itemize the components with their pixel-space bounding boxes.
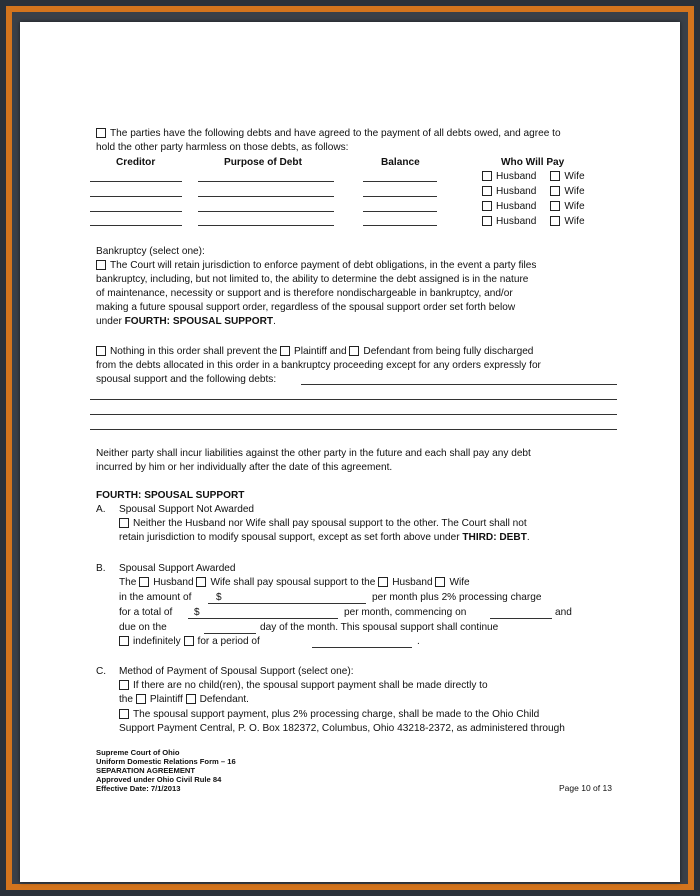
following-debts-field-2[interactable]	[90, 399, 617, 400]
husband-checkbox-2[interactable]	[482, 186, 492, 196]
purpose-field-2[interactable]	[198, 196, 334, 197]
direct-plaintiff-checkbox[interactable]	[136, 694, 146, 704]
column-creditor: Creditor	[116, 157, 156, 168]
direct-defendant-checkbox[interactable]	[186, 694, 196, 704]
liabilities-line1: Neither party shall incur liabilities against the other party in the future and each shall pay any debt	[96, 448, 531, 459]
following-debts-field-4[interactable]	[90, 429, 617, 430]
balance-field-3[interactable]	[363, 211, 437, 212]
liabilities-line2: incurred by him or her individually after the date of this agreement.	[96, 462, 393, 473]
husband-checkbox-1[interactable]	[482, 171, 492, 181]
husband-checkbox-3[interactable]	[482, 201, 492, 211]
section-a-line2: retain jurisdiction to modify spousal support, except as set forth above under THIRD: DEBT.	[119, 532, 530, 543]
plaintiff-discharge-checkbox[interactable]	[280, 346, 290, 356]
following-debts-field-1[interactable]	[301, 384, 617, 385]
total-label: for a total of	[119, 607, 173, 618]
amount-label: in the amount of	[119, 592, 192, 603]
section-c-opt2-line1: The spousal support payment, plus 2% processing charge, shall be made to the Ohio Child	[119, 708, 539, 721]
purpose-field-3[interactable]	[198, 211, 334, 212]
section-b-label: B.	[96, 563, 106, 574]
bankruptcy-opt2-line2: from the debts allocated in this order in a bankruptcy proceeding except for any orders expressly for	[96, 360, 541, 371]
column-balance: Balance	[381, 157, 420, 168]
duration-line: indefinitely for a period of	[119, 635, 260, 648]
commencing-date-field[interactable]	[490, 618, 552, 619]
period-field[interactable]	[312, 647, 412, 648]
section-c-opt1-line1: If there are no child(ren), the spousal support payment shall be made directly to	[119, 679, 488, 692]
not-awarded-checkbox[interactable]	[119, 518, 129, 528]
section-c-label: C.	[96, 666, 107, 677]
bankruptcy-opt1-line1: The Court will retain jurisdiction to enforce payment of debt obligations, in the event a party files	[96, 259, 536, 272]
balance-field-4[interactable]	[363, 225, 437, 226]
amount-dollar: $	[216, 592, 222, 603]
section-b-payer-line: The Husband Wife shall pay spousal support to the Husband Wife	[119, 577, 470, 588]
section-b-title: Spousal Support Awarded	[119, 563, 236, 574]
period-checkbox[interactable]	[184, 636, 194, 646]
bankruptcy-opt1-line5: under FOURTH: SPOUSAL SUPPORT.	[96, 316, 276, 327]
section-a-title: Spousal Support Not Awarded	[119, 504, 255, 515]
bankruptcy-retain-checkbox[interactable]	[96, 260, 106, 270]
creditor-field-4[interactable]	[90, 225, 182, 226]
who-pays-row-2: Husband Wife	[482, 185, 585, 198]
creditor-field-2[interactable]	[90, 196, 182, 197]
section-a-label: A.	[96, 504, 106, 515]
total-field[interactable]	[188, 618, 338, 619]
and-text: and	[555, 607, 572, 618]
bankruptcy-opt1-line4: making a future spousal support order, regardless of the spousal support order set forth below	[96, 302, 516, 313]
creditor-field-3[interactable]	[90, 211, 182, 212]
period-end: .	[417, 636, 420, 647]
total-suffix: per month, commencing on	[344, 607, 467, 618]
section-c-title: Method of Payment of Spousal Support (select one):	[119, 666, 354, 677]
footer-court: Supreme Court of Ohio	[96, 748, 180, 757]
wife-checkbox-4[interactable]	[550, 216, 560, 226]
section-c-opt1-line2: the Plaintiff Defendant.	[119, 694, 249, 705]
amount-field[interactable]	[208, 603, 366, 604]
footer-rule: Approved under Ohio Civil Rule 84	[96, 775, 222, 784]
footer-form: Uniform Domestic Relations Form – 16	[96, 757, 236, 766]
bankruptcy-opt2-line1: Nothing in this order shall prevent the Plaintiff and Defendant from being fully discharged	[96, 345, 533, 358]
balance-field-2[interactable]	[363, 196, 437, 197]
purpose-field-1[interactable]	[198, 181, 334, 182]
payer-wife-checkbox[interactable]	[196, 577, 206, 587]
following-debts-field-3[interactable]	[90, 414, 617, 415]
defendant-discharge-checkbox[interactable]	[349, 346, 359, 356]
creditor-field-1[interactable]	[90, 181, 182, 182]
spousal-support-heading: FOURTH: SPOUSAL SUPPORT	[96, 490, 245, 501]
bankruptcy-heading: Bankruptcy (select one):	[96, 246, 205, 257]
indefinitely-checkbox[interactable]	[119, 636, 129, 646]
column-purpose: Purpose of Debt	[224, 157, 302, 168]
debts-agree-checkbox[interactable]	[96, 128, 106, 138]
amount-suffix: per month plus 2% processing charge	[372, 592, 542, 603]
who-pays-row-3: Husband Wife	[482, 200, 585, 213]
balance-field-1[interactable]	[363, 181, 437, 182]
total-dollar: $	[194, 607, 200, 618]
section-a-line1: Neither the Husband nor Wife shall pay spousal support to the other. The Court shall not	[119, 517, 527, 530]
husband-checkbox-4[interactable]	[482, 216, 492, 226]
purpose-field-4[interactable]	[198, 225, 334, 226]
wife-checkbox-2[interactable]	[550, 186, 560, 196]
direct-payment-checkbox[interactable]	[119, 680, 129, 690]
bankruptcy-opt2-line3: spousal support and the following debts:	[96, 374, 277, 385]
who-pays-row-4: Husband Wife	[482, 215, 585, 228]
section-c-opt2-line2: Support Payment Central, P. O. Box 182372, Columbus, Ohio 43218-2372, as administered through	[119, 723, 565, 734]
document-page	[20, 22, 680, 882]
column-who-pays: Who Will Pay	[501, 157, 565, 168]
footer-effective-date: Effective Date: 7/1/2013	[96, 784, 181, 793]
nothing-prevents-checkbox[interactable]	[96, 346, 106, 356]
due-day-field[interactable]	[204, 633, 256, 634]
payee-wife-checkbox[interactable]	[435, 577, 445, 587]
debts-intro-line1: The parties have the following debts and have agreed to the payment of all debts owed, and agree to	[96, 127, 561, 140]
payee-husband-checkbox[interactable]	[378, 577, 388, 587]
footer-title: SEPARATION AGREEMENT	[96, 766, 196, 775]
due-label: due on the	[119, 622, 167, 633]
debts-intro-line2: hold the other party harmless on those debts, as follows:	[96, 142, 349, 153]
due-suffix: day of the month. This spousal support shall continue	[260, 622, 499, 633]
bankruptcy-opt1-line3: of maintenance, necessity or support and is therefore nondischargeable in bankruptcy, and/or	[96, 288, 513, 299]
payer-husband-checkbox[interactable]	[139, 577, 149, 587]
wife-checkbox-3[interactable]	[550, 201, 560, 211]
bankruptcy-opt1-line2: bankruptcy, including, but not limited to, the ability to determine the debt assigned is in the nature	[96, 274, 529, 285]
wife-checkbox-1[interactable]	[550, 171, 560, 181]
page-number: Page 10 of 13	[559, 783, 612, 793]
payment-central-checkbox[interactable]	[119, 709, 129, 719]
who-pays-row-1: Husband Wife	[482, 170, 585, 183]
